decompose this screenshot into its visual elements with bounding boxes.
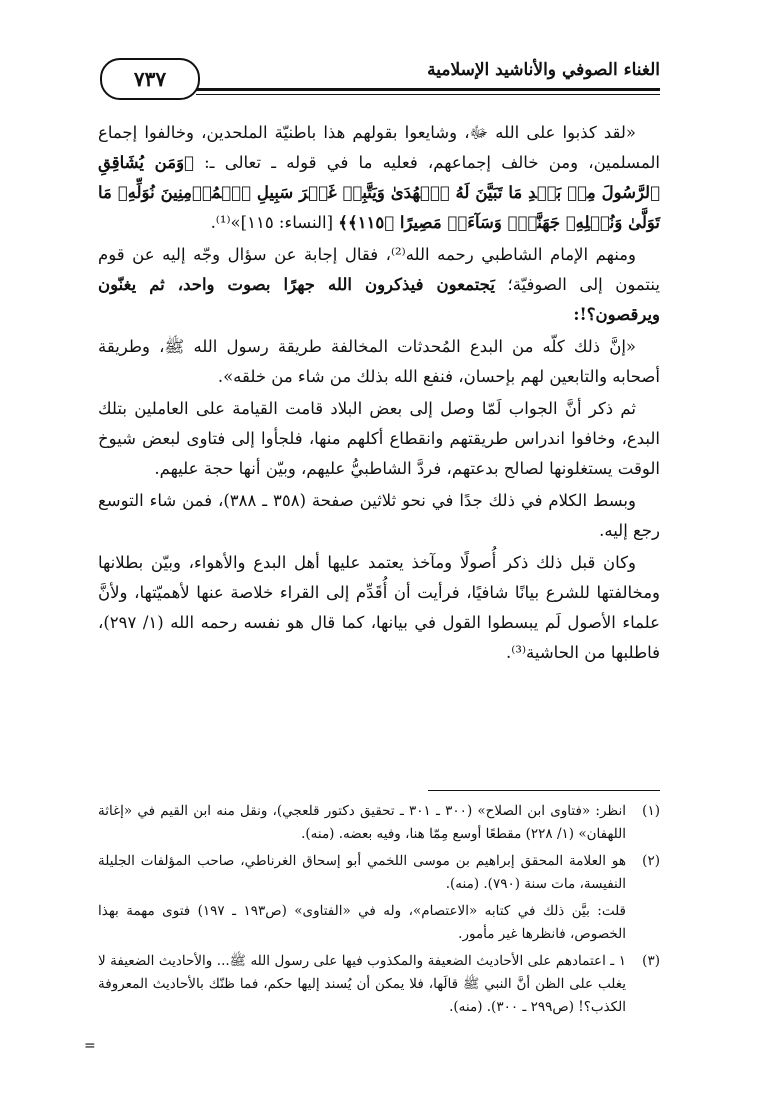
header-rule-thin — [196, 94, 660, 95]
paragraph-2 — [98, 240, 660, 330]
paragraph-3-quote: «إنَّ ذلك كلّه من البدع المُحدثات المخالفة طريقة رسول الله ﷺ، وطريقة أصحابه والتابعين لهم بإحسان، فنفع الله بذلك من شاء من خلقه». — [98, 337, 660, 386]
paragraph-4: ثم ذكر أنَّ الجواب لَمّا وصل إلى بعض البلاد قامت القيامة على العاملين بتلك البدع، وخافوا اندراس طريقتهم وانقطاع أكلهم منها، فلجأوا إلى فتاوى لبعض شيوخ الوقت يستغلونها لصالح بدعتهم، فردَّ الشاطبيُّ عليهم، وبيّن أنها حجة عليهم. — [98, 399, 660, 478]
page-number: ٧٣٧ — [100, 58, 200, 100]
continuation-mark: = — [84, 1038, 96, 1054]
footnote-1-number: (١) — [642, 803, 660, 819]
footnote-3 — [98, 950, 660, 1019]
footnote-3-text: ١ ـ اعتمادهم على الأحاديث الضعيفة والمكذوب فيها على رسول الله ﷺ... والأحاديث الضعيفة لا يغلب على الظن أنَّ النبي ﷺ قالَها، فلا يمكن أن يُسند إليها حكم، فما ظنّك بالأحاديث المعروفة الكذب؟! (ص٢٩٩ ـ ٣٠٠). (منه). — [98, 953, 626, 1015]
footnote-1-text: انظر: «فتاوى ابن الصلاح» (٣٠٠ ـ ٣٠١ ـ تحقيق دكتور قلعجي)، ونقل منه ابن القيم في «إغاثة اللهفان» (١/ ٢٢٨) مقطعًا أوسع مِمّا هنا، وفيه بعضه. (منه). — [98, 803, 626, 842]
paragraph-5: وبسط الكلام في ذلك جدًا في نحو ثلاثين صفحة (٣٥٨ ـ ٣٨٨)، فمن شاء التوسع رجع إليه. — [98, 491, 660, 540]
header-rule-thick — [196, 88, 660, 91]
footnote-2-text: هو العلامة المحقق إبراهيم بن موسى اللخمي أبو إسحاق الغرناطي، صاحب المؤلفات الجليلة النفيسة، مات سنة (٧٩٠). (منه). — [98, 853, 626, 892]
footnote-2 — [98, 850, 660, 896]
footnotes — [98, 800, 660, 1023]
quran-verse: ﴿وَمَن يُشَاقِقِ ٱلرَّسُولَ مِنۢ بَعۡدِ مَا تَبَيَّنَ لَهُ ٱلۡهُدَىٰ وَيَتَّبِعۡ غَيۡرَ سَبِيلِ ٱلۡمُؤۡمِنِينَ نُوَلِّهِۦ مَا تَوَلَّىٰ وَنُصۡلِهِۦ جَهَنَّمَۖ وَسَآءَتۡ مَصِيرًا ﴿١١٥﴾﴾ — [98, 153, 660, 232]
paragraph-1 — [98, 118, 660, 238]
footnote-1 — [98, 800, 660, 846]
paragraph-6: وكان قبل ذلك ذكر أُصولًا ومآخذ يعتمد عليها أهل البدع والأهواء، وبيّن بطلانها ومخالفتها للشرع بيانًا شافيًا، فرأيت أن أُقَدِّم إلى القراء خلاصة عنها لأهميّتها، ولأنَّ علماء الأصول لَم يبسطوا القول في بيانها، كما قال هو نفسه رحمه الله (١/ ٢٩٧)، فاطلبها من الحاشية⁽³⁾. — [98, 553, 660, 662]
footnote-2-note: قلت: بيَّن ذلك في كتابه «الاعتصام»، وله في «الفتاوى» (ص١٩٣ ـ ١٩٧) فتوى مهمة بهذا الخصوص، فانظرها غير مأمور. — [98, 903, 626, 942]
main-text — [98, 118, 660, 670]
footnote-2-number: (٢) — [642, 853, 660, 869]
paragraph-2-text: ومنهم الإمام الشاطبي رحمه الله⁽²⁾، فقال إجابة عن سؤال وجّه إليه عن قوم ينتمون إلى الصوفيّة؛ — [98, 245, 660, 294]
paragraph-1-citation: [النساء: ١١٥]»⁽¹⁾. — [210, 213, 334, 232]
page-header — [100, 58, 660, 98]
paragraph-1-text: «لقد كذبوا على الله ﷻ، وشايعوا بقولهم هذا باطنيّة الملحدين، وخالفوا إجماع المسلمين، ومن خالف إجماعهم، فعليه ما في قوله ـ تعالى ـ: — [98, 123, 660, 172]
paragraph-2-question: يَجتمعون فيذكرون الله جهرًا بصوت واحد، ثم يغنّون ويرقصون؟!: — [98, 275, 660, 324]
footnote-3-number: (٣) — [642, 953, 660, 969]
footnote-separator — [428, 790, 660, 791]
running-title: الغناء الصوفي والأناشيد الإسلامية — [427, 60, 660, 80]
